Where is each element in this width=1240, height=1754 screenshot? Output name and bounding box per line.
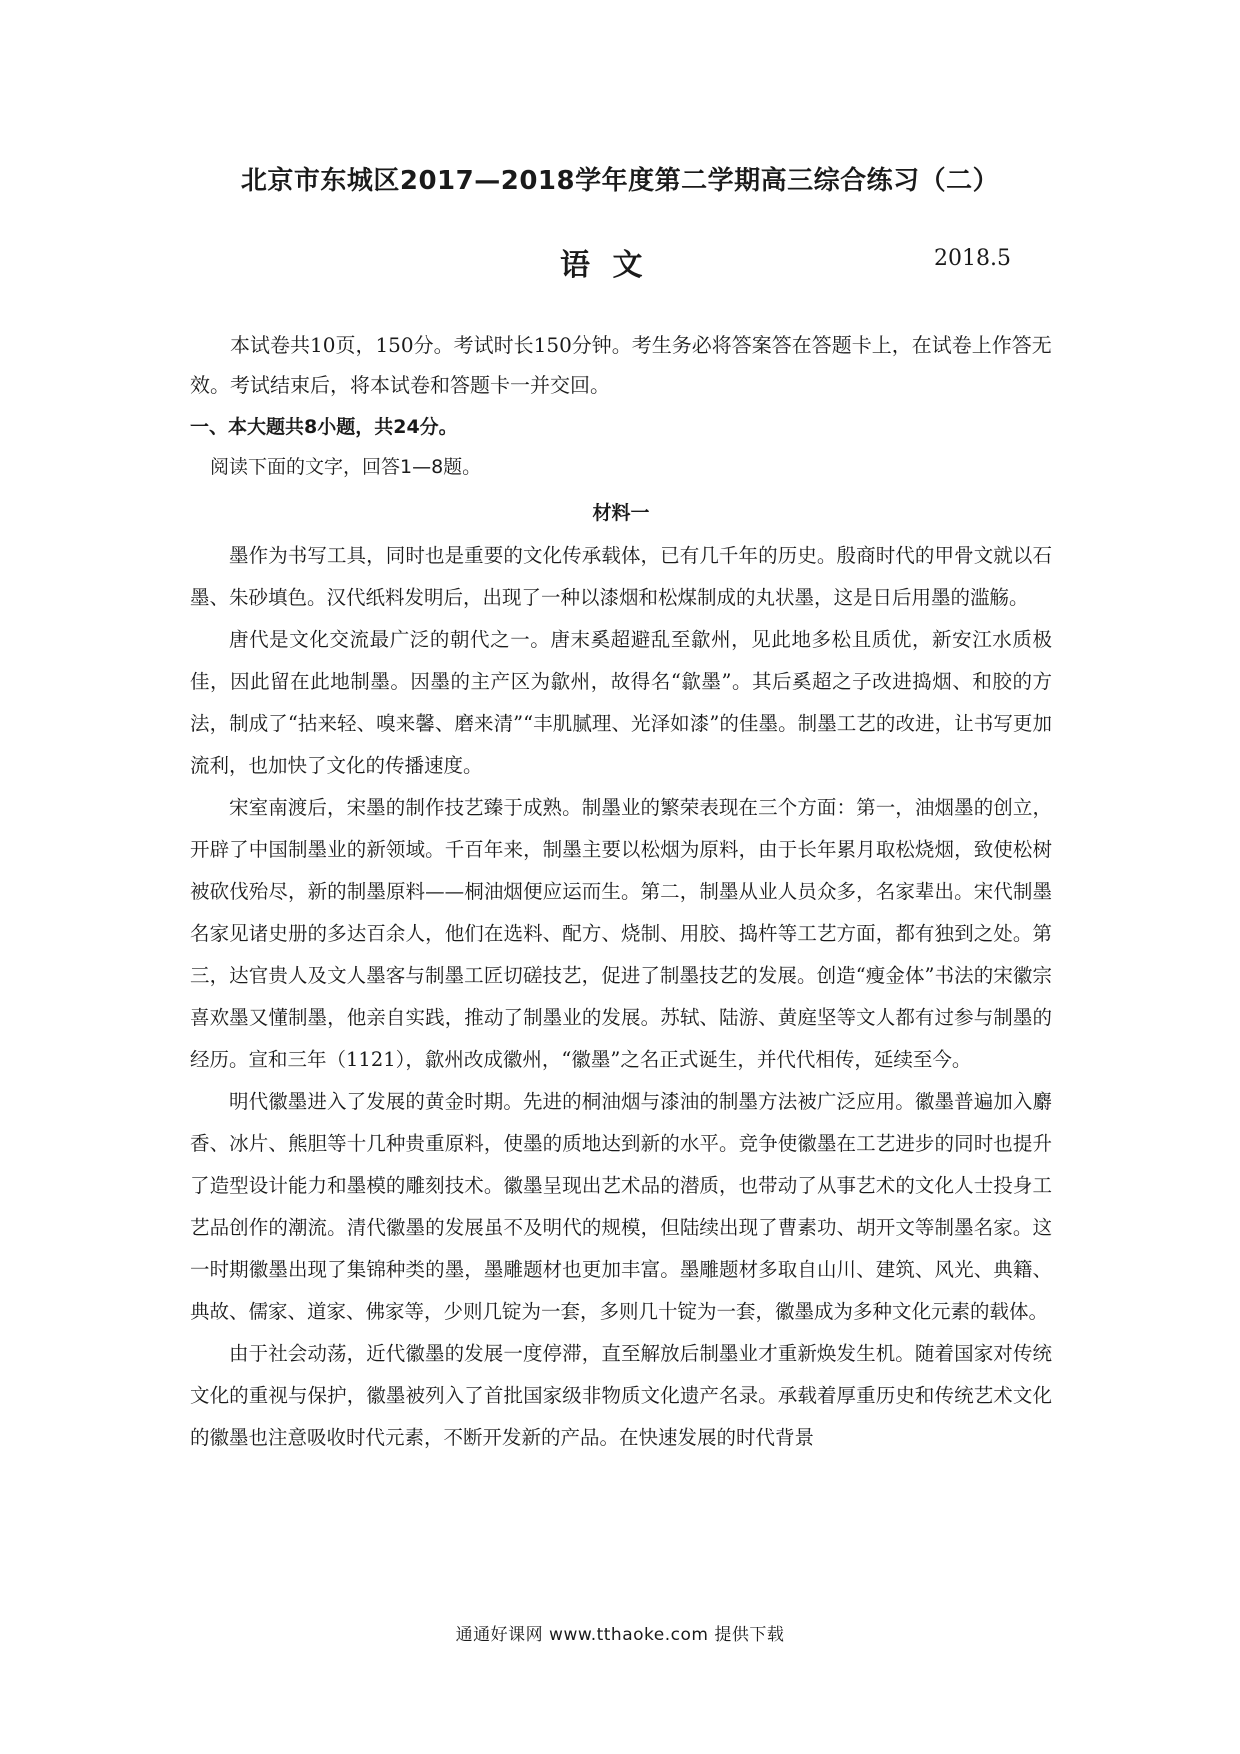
exam-date: 2018.5 — [934, 246, 1011, 271]
exam-title: 北京市东城区2017—2018学年度第二学期高三综合练习（二） — [240, 166, 1000, 196]
material-paragraph: 明代徽墨进入了发展的黄金时期。先进的桐油烟与漆油的制墨方法被广泛应用。徽墨普遍加入麝香、冰片、熊胆等十几种贵重原料，使墨的质地达到新的水平。竞争使徽墨在工艺进步的同时也提升了造型设计能力和墨模的雕刻技术。徽墨呈现出艺术品的潜质，也带动了从事艺术的文化人士投身工艺品创作的潮流。清代徽墨的发展虽不及明代的规模，但陆续出现了曹素功、胡开文等制墨名家。这一时期徽墨出现了集锦种类的墨，墨雕题材也更加丰富。墨雕题材多取自山川、建筑、风光、典籍、典故、儒家、道家、佛家等，少则几锭为一套，多则几十锭为一套，徽墨成为多种文化元素的载体。 — [190, 1090, 1052, 1323]
material-paragraph: 宋室南渡后，宋墨的制作技艺臻于成熟。制墨业的繁荣表现在三个方面：第一，油烟墨的创立，开辟了中国制墨业的新领域。千百年来，制墨主要以松烟为原料，由于长年累月取松烧烟，致使松树被砍伐殆尽，新的制墨原料——桐油烟便应运而生。第二，制墨从业人员众多，名家辈出。宋代制墨名家见诸史册的多达百余人，他们在选料、配方、烧制、用胶、捣杵等工艺方面，都有独到之处。第三，达官贵人及文人墨客与制墨工匠切磋技艺，促进了制墨技艺的发展。创造“瘦金体”书法的宋徽宗喜欢墨又懂制墨，他亲自实践，推动了制墨业的发展。苏轼、陆游、黄庭坚等文人都有过参与制墨的经历。宣和三年（1121），歙州改成徽州，“徽墨”之名正式诞生，并代代相传，延续至今。 — [190, 796, 1052, 1071]
reading-instruction: 阅读下面的文字，回答1—8题。 — [210, 456, 482, 478]
material-paragraph: 唐代是文化交流最广泛的朝代之一。唐末奚超避乱至歙州，见此地多松且质优，新安江水质极佳，因此留在此地制墨。因墨的主产区为歙州，故得名“歙墨”。其后奚超之子改进捣烟、和胶的方法，制成了“拈来轻、嗅来馨、磨来清”“丰肌腻理、光泽如漆”的佳墨。制墨工艺的改进，让书写更加流利，也加快了文化的传播速度。 — [190, 628, 1052, 777]
material-paragraph: 墨作为书写工具，同时也是重要的文化传承载体，已有几千年的历史。殷商时代的甲骨文就以石墨、朱砂填色。汉代纸料发明后，出现了一种以漆烟和松煤制成的丸状墨，这是日后用墨的滥觞。 — [190, 544, 1052, 609]
page-footer: 通通好课网 www.tthaoke.com 提供下载 — [455, 1625, 785, 1645]
exam-instructions: 本试卷共10页，150分。考试时长150分钟。考生务必将答案答在答题卡上，在试卷上作答无效。考试结束后，将本试卷和答题卡一并交回。 — [190, 333, 1052, 397]
exam-content — [190, 325, 1052, 1459]
material-title: 材料一 — [592, 502, 650, 524]
section-heading: 一、本大题共8小题，共24分。 — [190, 416, 458, 438]
material-paragraph: 由于社会动荡，近代徽墨的发展一度停滞，直至解放后制墨业才重新焕发生机。随着国家对传统文化的重视与保护，徽墨被列入了首批国家级非物质文化遗产名录。承载着厚重历史和传统艺术文化的徽墨也注意吸收时代元素，不断开发新的产品。在快速发展的时代背景 — [190, 1342, 1052, 1449]
subject-title: 语 文 — [560, 248, 649, 283]
